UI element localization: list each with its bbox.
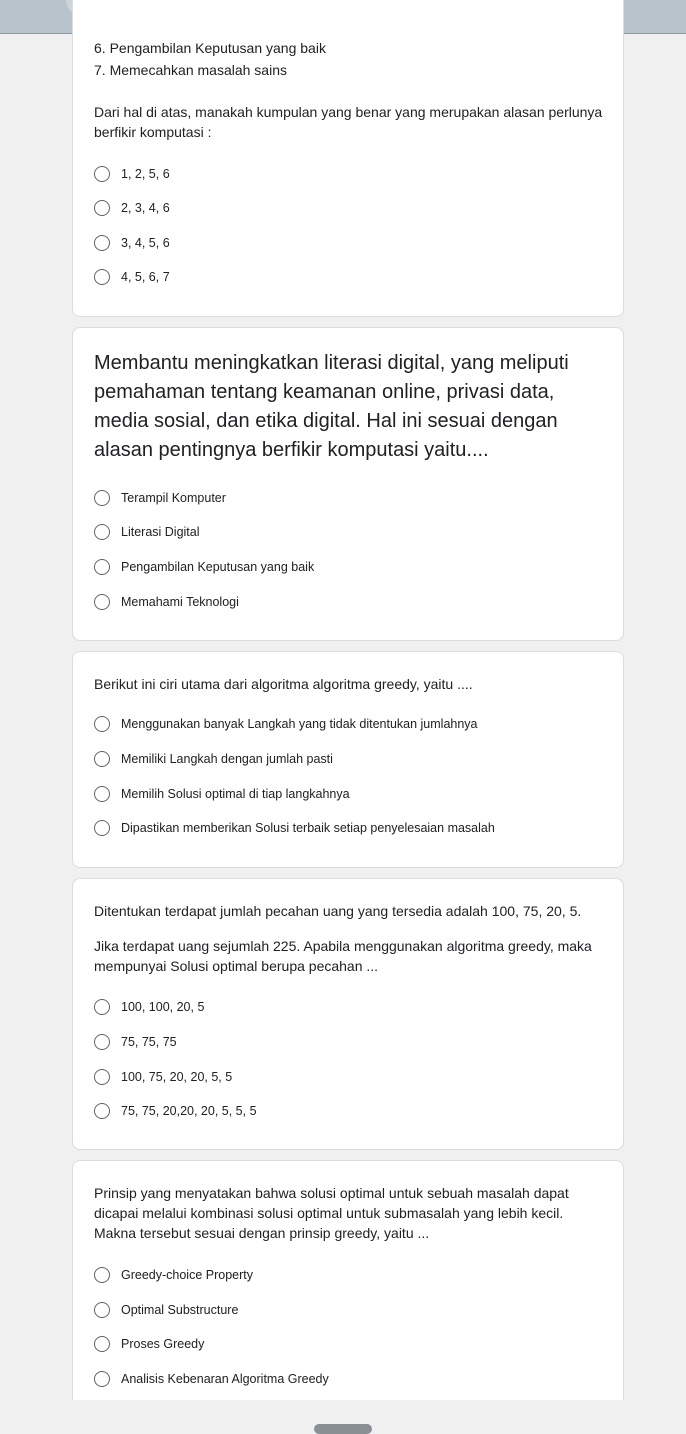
option-2[interactable]	[94, 1300, 238, 1320]
option-2[interactable]	[94, 522, 200, 542]
question-intro: Ditentukan terdapat jumlah pecahan uang yang tersedia adalah 100, 75, 20, 5.	[94, 903, 582, 919]
radio-button[interactable]	[94, 490, 110, 506]
option-label: Analisis Kebenaran Algoritma Greedy	[121, 1372, 329, 1386]
question-card-3	[72, 651, 624, 868]
option-label: Optimal Substructure	[121, 1303, 239, 1317]
option-3[interactable]	[94, 784, 350, 804]
option-1[interactable]	[94, 714, 478, 734]
option-label: 4, 5, 6, 7	[121, 270, 170, 284]
option-label: Memiliki Langkah dengan jumlah pasti	[121, 752, 333, 766]
option-label: 1, 2, 5, 6	[121, 167, 170, 181]
option-3[interactable]	[94, 1334, 204, 1354]
question-text: Berikut ini ciri utama dari algoritma algoritma greedy, yaitu ....	[94, 676, 473, 692]
radio-button[interactable]	[94, 594, 110, 610]
radio-button[interactable]	[94, 269, 110, 285]
radio-button[interactable]	[94, 166, 110, 182]
radio-button[interactable]	[94, 786, 110, 802]
radio-button[interactable]	[94, 1034, 110, 1050]
option-label: 100, 75, 20, 20, 5, 5	[121, 1070, 233, 1084]
option-label: Menggunakan banyak Langkah yang tidak ditentukan jumlahnya	[121, 717, 478, 731]
option-label: Pengambilan Keputusan yang baik	[121, 560, 315, 574]
radio-button[interactable]	[94, 751, 110, 767]
radio-button[interactable]	[94, 716, 110, 732]
question-text: Jika terdapat uang sejumlah 225. Apabila menggunakan algoritma greedy, maka mempunyai Solusi optimal berupa pecahan ...	[94, 938, 592, 974]
option-label: Literasi Digital	[121, 525, 200, 539]
option-4[interactable]	[94, 267, 170, 287]
option-2[interactable]	[94, 198, 170, 218]
option-label: Memilih Solusi optimal di tiap langkahnya	[121, 787, 350, 801]
question-card-1	[72, 0, 624, 317]
radio-button[interactable]	[94, 200, 110, 216]
radio-button[interactable]	[94, 235, 110, 251]
option-4[interactable]	[94, 1101, 257, 1121]
option-label: Terampil Komputer	[121, 491, 226, 505]
option-2[interactable]	[94, 1032, 177, 1052]
option-label: Memahami Teknologi	[121, 595, 239, 609]
radio-button[interactable]	[94, 999, 110, 1015]
question-list-item-6: 6. Pengambilan Keputusan yang baik	[94, 40, 326, 56]
option-1[interactable]	[94, 997, 204, 1017]
question-text: Dari hal di atas, manakah kumpulan yang benar yang merupakan alasan perlunya berfikir komputasi :	[94, 104, 603, 140]
option-3[interactable]	[94, 233, 170, 253]
option-1[interactable]	[94, 1265, 253, 1285]
radio-button[interactable]	[94, 524, 110, 540]
option-4[interactable]	[94, 592, 239, 612]
option-3[interactable]	[94, 557, 314, 577]
option-4[interactable]	[94, 1369, 329, 1389]
option-label: 100, 100, 20, 5	[121, 1000, 205, 1014]
option-1[interactable]	[94, 488, 226, 508]
radio-button[interactable]	[94, 1336, 110, 1352]
option-label: 75, 75, 20,20, 20, 5, 5, 5	[121, 1104, 257, 1118]
option-2[interactable]	[94, 749, 333, 769]
scroll-handle[interactable]	[314, 1424, 372, 1434]
option-label: 3, 4, 5, 6	[121, 236, 170, 250]
question-text: Prinsip yang menyatakan bahwa solusi optimal untuk sebuah masalah dapat dicapai melalui kombinasi solusi optimal untuk submasalah yang lebih kecil. Makna tersebut sesuai dengan prinsip greedy, yaitu ...	[94, 1185, 569, 1241]
question-list-item-7: 7. Memecahkan masalah sains	[94, 62, 287, 78]
option-label: Greedy-choice Property	[121, 1268, 254, 1282]
option-label: 75, 75, 75	[121, 1035, 177, 1049]
option-label: 2, 3, 4, 6	[121, 201, 170, 215]
question-text: Membantu meningkatkan literasi digital, yang meliputi pemahaman tentang keamanan online, privasi data, media sosial, dan etika digital. Hal ini sesuai dengan alasan pentingnya berfikir komputasi yaitu....	[94, 352, 569, 461]
option-1[interactable]	[94, 164, 170, 184]
radio-button[interactable]	[94, 559, 110, 575]
question-card-2	[72, 327, 624, 641]
radio-button[interactable]	[94, 820, 110, 836]
option-label: Dipastikan memberikan Solusi terbaik setiap penyelesaian masalah	[121, 821, 495, 835]
radio-button[interactable]	[94, 1069, 110, 1085]
radio-button[interactable]	[94, 1103, 110, 1119]
option-3[interactable]	[94, 1067, 232, 1087]
option-label: Proses Greedy	[121, 1337, 205, 1351]
question-card-4	[72, 878, 624, 1150]
radio-button[interactable]	[94, 1267, 110, 1283]
radio-button[interactable]	[94, 1371, 110, 1387]
radio-button[interactable]	[94, 1302, 110, 1318]
option-4[interactable]	[94, 818, 495, 838]
question-card-5	[72, 1160, 624, 1400]
